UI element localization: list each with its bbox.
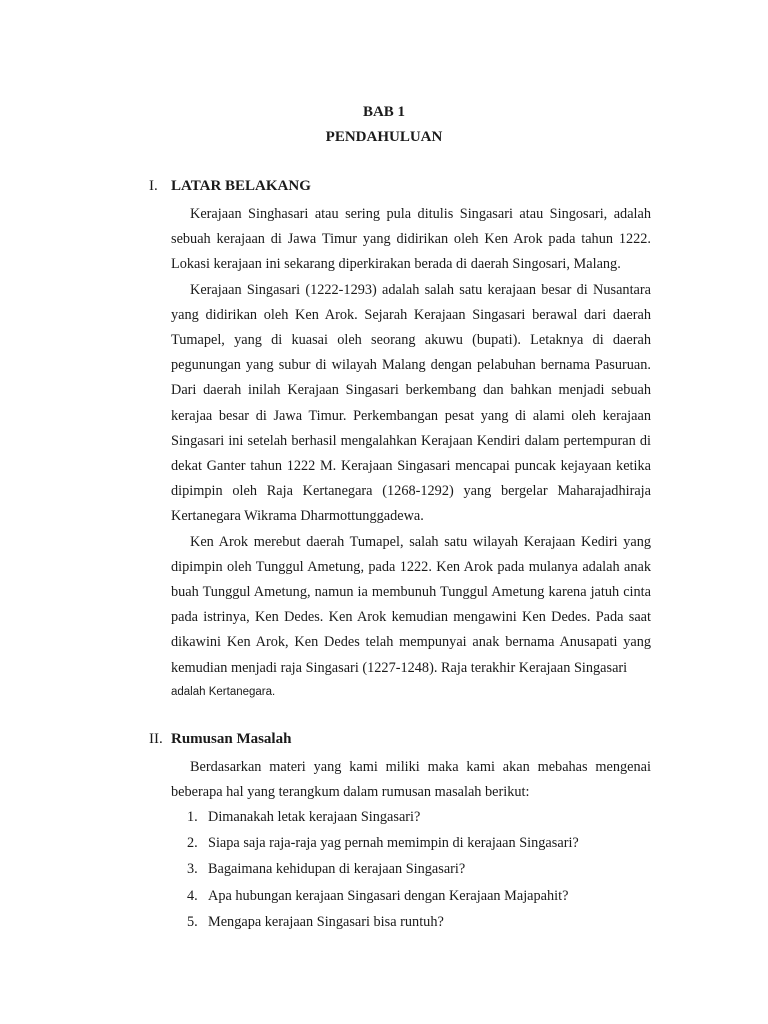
rumusan-masalah-intro: [171, 755, 651, 805]
list-item: 1. Dimanakah letak kerajaan Singasari?: [187, 809, 421, 825]
paragraph: Ken Arok merebut daerah Tumapel, salah satu wilayah Kerajaan Kediri yang dipimpin oleh Tunggul Ametung, pada 1222. Ken Arok pada mulanya adalah anak buah Tunggul Ametung, namun ia membunuh Tunggul Ametung karena jatuh cinta pada istrinya, Ken Dedes. Ken Arok kemudian mengawini Ken Dedes. Pada saat dikawini Ken Arok, Ken Dedes telah mempunyai anak bernama Anusapati yang kemudian menjadi raja Singasari (1227-1248). Raja terakhir Kerajaan Singasari: [171, 533, 651, 676]
section-heading-latar-belakang: [149, 178, 549, 198]
latar-belakang-body: [171, 202, 651, 681]
list-item: 5. Mengapa kerajaan Singasari bisa runtuh?: [187, 913, 444, 930]
problem-list: [171, 804, 651, 935]
paragraph: Kerajaan Singasari (1222-1293) adalah salah satu kerajaan besar di Nusantara yang didirikan oleh Ken Arok. Sejarah Kerajaan Singasari berawal dari daerah Tumapel, yang di kuasai oleh seorang akuwu (bupati). Letaknya di daerah pegunungan yang subur di wilayah Malang dengan pelabuhan bernama Pasuruan. Dari daerah inilah Kerajaan Singasari berkembang dan bahkan menjadi sebuah kerajaa besar di Jawa Timur. Perkembangan pesat yang di alami oleh kerajaan Singasari ini setelah berhasil mengalahkan Kerajaan Kendiri dalam pertempuran di dekat Ganter tahun 1222 M. Kerajaan Singasari mencapai puncak kejayaan ketika dipimpin oleh Raja Kertanegara (1268-1292) yang bergelar Maharajadhiraja Kertanegara Wikrama Dharmottunggadewa.: [171, 281, 651, 525]
list-item: 2. Siapa saja raja-raja yag pernah memimpin di kerajaan Singasari?: [187, 835, 579, 852]
section-title: LATAR BELAKANG: [171, 178, 311, 194]
chapter-title: PENDAHULUAN: [325, 129, 443, 145]
section-title: Rumusan Masalah: [171, 731, 292, 747]
chapter-number: BAB 1: [362, 104, 406, 120]
list-item: 3. Bagaimana kehidupan di kerajaan Singasari?: [187, 861, 466, 878]
paragraph-last-line: adalah Kertanegara.: [171, 686, 276, 698]
section-heading-rumusan-masalah: [149, 731, 549, 751]
paragraph: Kerajaan Singhasari atau sering pula ditulis Singasari atau Singosari, adalah sebuah kerajaan di Jawa Timur yang didirikan oleh Ken Arok pada tahun 1222. Lokasi kerajaan ini sekarang diperkirakan berada di daerah Singosari, Malang.: [171, 206, 651, 273]
section-numeral: II.: [149, 731, 163, 747]
section-numeral: I.: [149, 178, 158, 194]
list-item: 4. Apa hubungan kerajaan Singasari dengan Kerajaan Majapahit?: [187, 887, 569, 904]
paragraph: Berdasarkan materi yang kami miliki maka kami akan mebahas mengenai beberapa hal yang terangkum dalam rumusan masalah berikut:: [171, 759, 651, 801]
